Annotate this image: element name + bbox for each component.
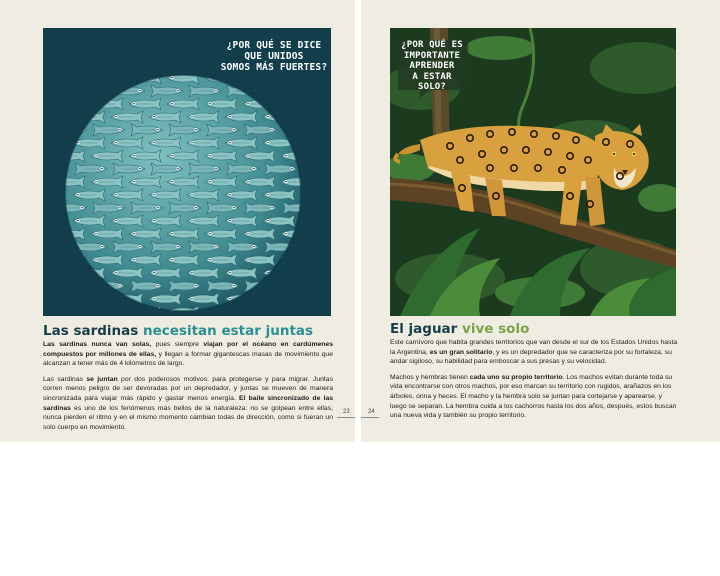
question-bubble-right (398, 40, 466, 93)
question-bubble-left (216, 40, 332, 73)
bold-span: se juntan (86, 375, 118, 383)
heading-accent-part: vive solo (462, 321, 530, 337)
left-heading (43, 323, 313, 339)
bubble-line: ¿POR QUÉ SE DICE (226, 40, 322, 51)
bubble-line: APRENDER (409, 61, 455, 71)
text-span: pues siempre (151, 341, 204, 348)
text-span: Machos y hembras tienen (390, 373, 470, 381)
bold-span: Las sardinas nunca van solas, (43, 341, 152, 348)
bubble-line: A ESTAR SOLO? (412, 71, 452, 92)
paragraph (390, 373, 680, 421)
bold-span: es un gran solitario (429, 348, 493, 356)
bold-span: viajan por el océano en cardúmenes compuestos por millones de ellas, (43, 341, 333, 358)
bold-span: cada uno su propio territorio (469, 373, 563, 381)
bubble-line: SOMOS MÁS FUERTES? (220, 62, 328, 73)
text-span: Este carnívoro que habita grandes territorios que van desde el sur de los Estados Unidos hasta la Argentina, (390, 339, 678, 356)
heading-dark-part: El jaguar (390, 321, 458, 337)
bold-span: El baile sincronizado de las sardinas (43, 394, 333, 412)
bubble-line: QUE UNIDOS (244, 51, 304, 62)
paragraph (43, 375, 333, 433)
text-span: y llegan a formar gigantescas masas de movimiento que alcanzan a tener más de 4 kilómetros de largo. (43, 350, 333, 368)
left-body-text (43, 340, 333, 438)
text-span: es uno de los fenómenos más bellos de la naturaleza: no se golpean entre ellas, nunca pierden el ritmo y en el mismo momento cambian todas de dirección, como si fueran un solo cuerpo en movimiento. (43, 404, 333, 431)
text-span: . Los machos evitan durante toda su vida encontrarse con otros machos, por eso marcan su territorio con rugidos, arañazos en los árboles, orina y heces. El macho y la hembra solo se juntan para cortejarse y aparearse, y luego se separan. La hembra cuida a los cachorros hasta los dos años, después, estos buscan una nueva vida y también su propio territorio. (390, 373, 677, 420)
text-span: Las sardinas (43, 375, 87, 383)
bubble-line: ¿POR QUÉ ES (401, 40, 463, 50)
page-number-rule (337, 417, 355, 418)
page-number-rule (361, 417, 379, 418)
right-body-text (390, 338, 680, 427)
right-heading (390, 321, 529, 337)
text-span: por dos poderosos motivos: para protegerse y para migrar. Juntas corren menos peligro de ser devoradas por un depredador, y juntas se mueven de manera sincronizada para viajar más rápido y gastar menos energía. (43, 375, 333, 402)
paragraph (43, 340, 333, 369)
heading-dark-part: Las sardinas (43, 323, 139, 339)
text-span: , y es un depredador que se caracteriza por su fortaleza, su andar sigiloso, su habilidad para emboscar a sus presas y su velocidad. (390, 348, 672, 366)
page-number-left: 23 (343, 409, 350, 415)
heading-accent-part: necesitan estar juntas (143, 323, 314, 339)
paragraph (390, 338, 680, 367)
bubble-line: IMPORTANTE (403, 50, 461, 61)
page-number-right: 24 (368, 409, 375, 415)
